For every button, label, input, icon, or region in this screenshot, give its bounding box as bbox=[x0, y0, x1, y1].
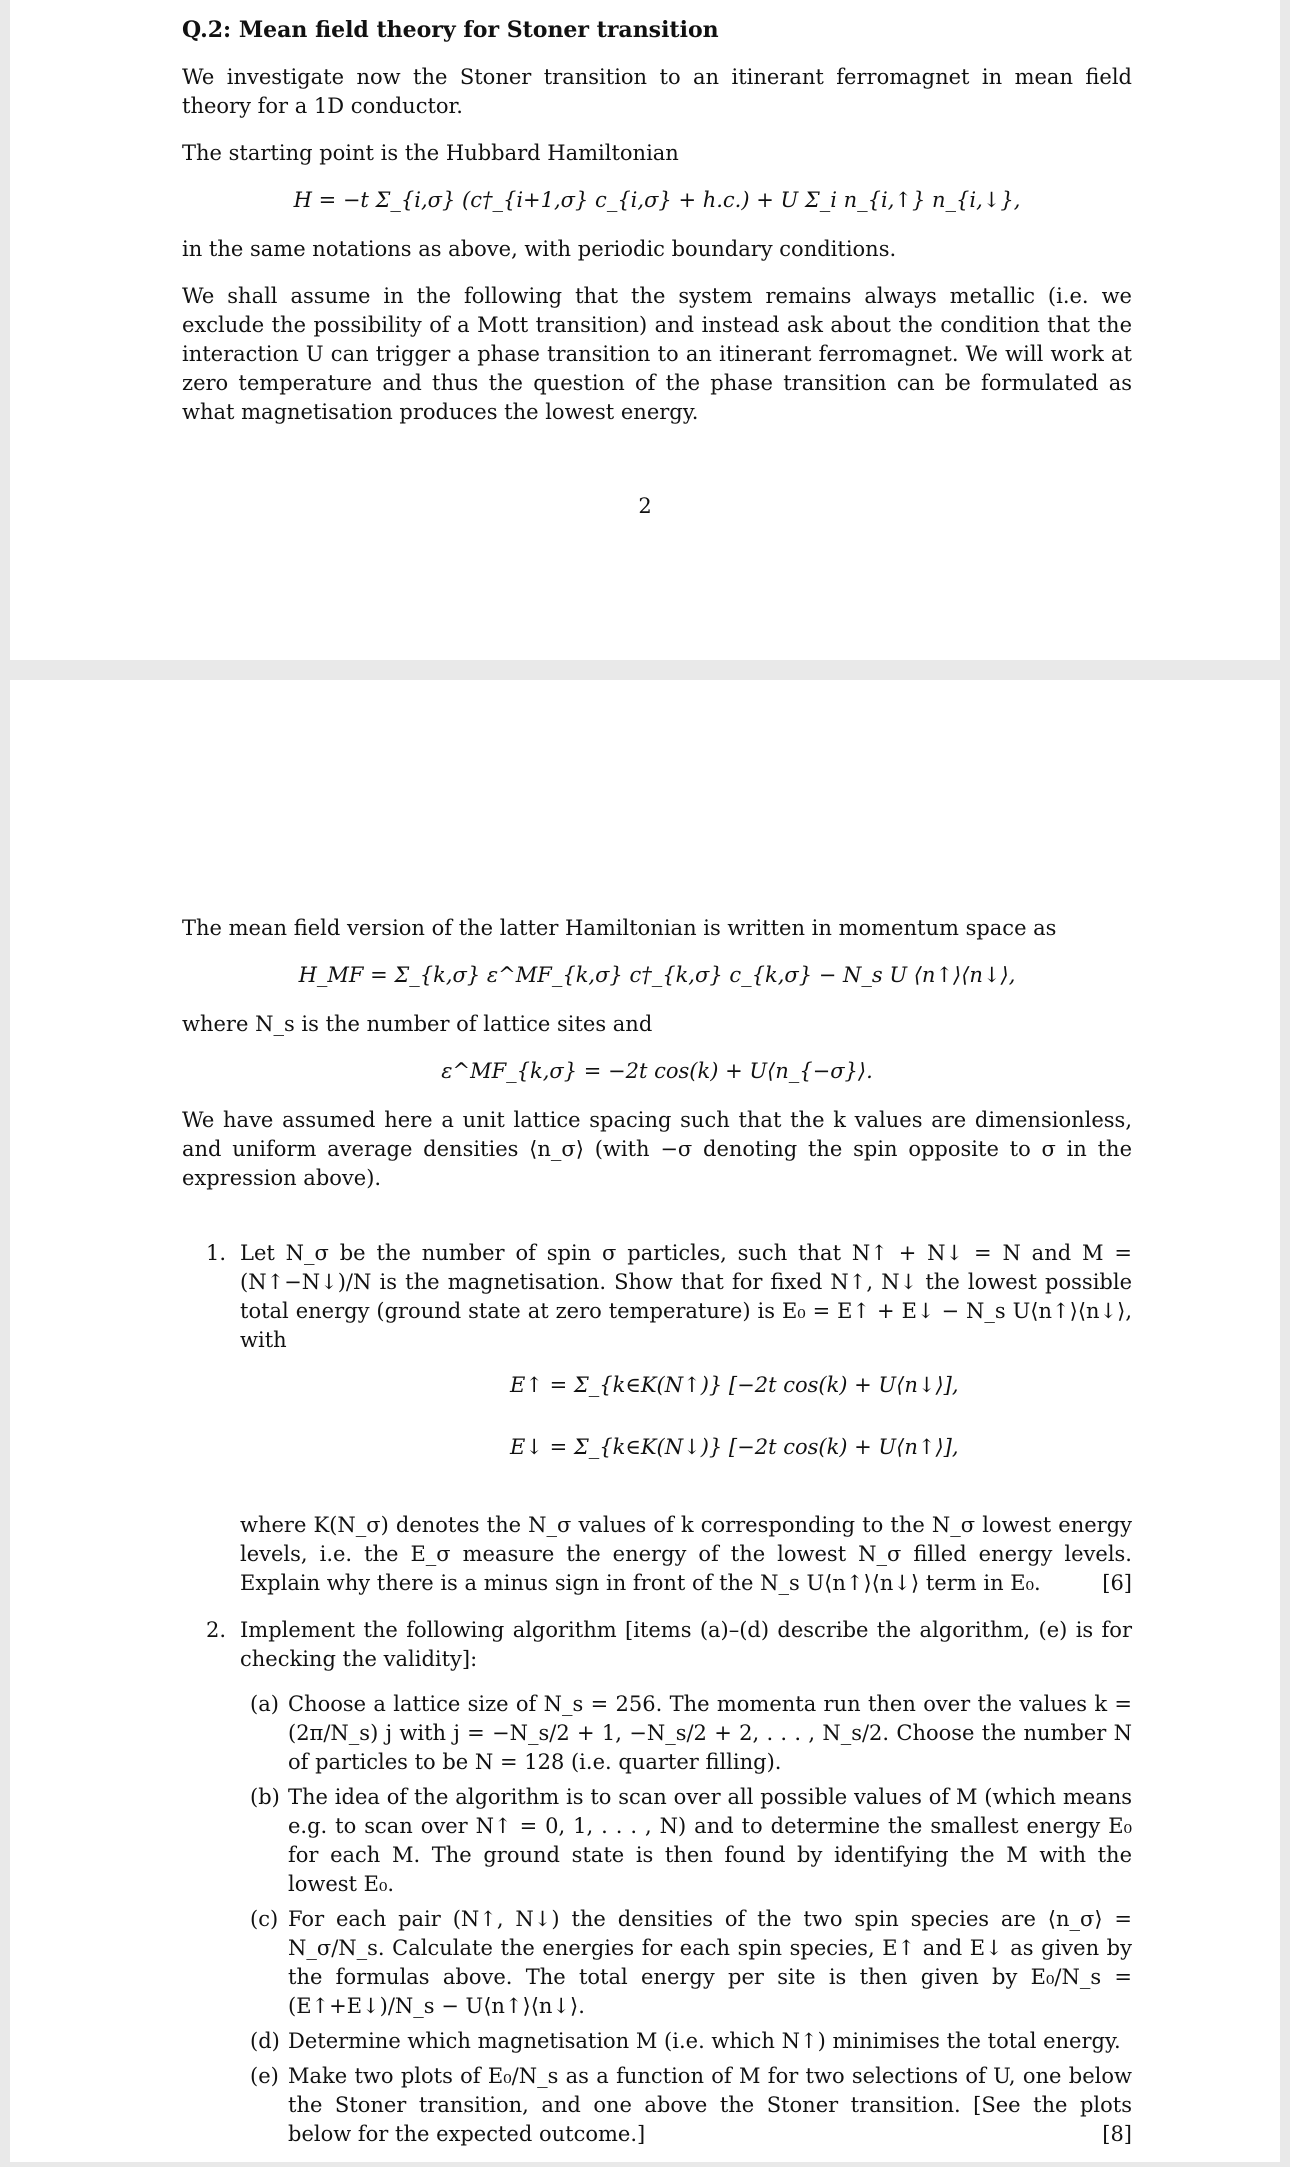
page-number: 2 bbox=[638, 494, 652, 518]
hubbard-hamiltonian-equation: H = −t Σ_{i,σ} (c†_{i+1,σ} c_{i,σ} + h.c.) + U Σ_i n_{i,↑} n_{i,↓}, bbox=[293, 188, 1021, 212]
subitem-d-text: Determine which magnetisation M (i.e. which N↑) minimises the total energy. bbox=[288, 2029, 1121, 2053]
epsilon-mf-equation: ε^MF_{k,σ} = −2t cos(k) + U⟨n_{−σ}⟩. bbox=[441, 1059, 873, 1083]
subitem-e-text: Make two plots of E₀/N_s as a function of M for two selections of U, one below the Stoner transition, and one above the Stoner transition. [See the plots below for the expected outcome.] bbox=[288, 2064, 1132, 2146]
subitem-d-label: (d) bbox=[250, 2029, 280, 2053]
subitem-e bbox=[240, 2062, 1132, 2149]
item-1-number: 1. bbox=[206, 1241, 227, 1265]
subitem-a-label: (a) bbox=[250, 1692, 279, 1716]
subitem-c-text: For each pair (N↑, N↓) the densities of the two spin species are ⟨n_σ⟩ = N_σ/N_s. Calculate the energies for each spin species, E↑ and E↓ as given by the formulas above. The total energy per site is then given by E₀/N_s = (E↑+E↓)/N_s − U⟨n↑⟩⟨n↓⟩. bbox=[288, 1907, 1132, 2018]
page-2 bbox=[10, 680, 1280, 2162]
energy-equations bbox=[510, 1371, 1132, 1495]
question-title: Q.2: Mean field theory for Stoner transition bbox=[182, 17, 719, 43]
mean-field-intro: The mean field version of the latter Hamiltonian is written in momentum space as bbox=[182, 916, 1057, 940]
problem-item-2 bbox=[182, 1616, 1132, 2149]
subitem-b-text: The idea of the algorithm is to scan over all possible values of M (which means e.g. to scan over N↑ = 0, 1, . . . , N) and to determine the smallest energy E₀ for each M. The ground state is then found by identifying the M with the lowest E₀. bbox=[288, 1785, 1132, 1896]
subitem-b-label: (b) bbox=[250, 1785, 280, 1809]
page-1 bbox=[10, 0, 1280, 660]
item-1-marks: [6] bbox=[1102, 1571, 1132, 1595]
subitem-a-text: Choose a lattice size of N_s = 256. The momenta run then over the values k = (2π/N_s) j with j = −N_s/2 + 1, −N_s/2 + 2, . . . , N_s/2. Choose the number N of particles to be N = 128 (i.e. quarter filling). bbox=[288, 1692, 1132, 1774]
item-1-after-text: where K(N_σ) denotes the N_σ values of k corresponding to the N_σ lowest energy levels, i.e. the E_σ measure the energy of the lowest N_σ filled energy levels. Explain why there is a minus sign in front of the N_s U⟨n↑⟩⟨n↓⟩ term in E₀. bbox=[240, 1513, 1132, 1595]
subitem-b bbox=[240, 1783, 1132, 1899]
where-ns-paragraph: where N_s is the number of lattice sites and bbox=[182, 1012, 653, 1036]
mean-field-hamiltonian-equation: H_MF = Σ_{k,σ} ε^MF_{k,σ} c†_{k,σ} c_{k,σ} − N_s U ⟨n↑⟩⟨n↓⟩, bbox=[298, 963, 1016, 987]
subitem-c-label: (c) bbox=[250, 1907, 279, 1931]
problem-item-1 bbox=[182, 1239, 1132, 1598]
subitem-c bbox=[240, 1905, 1132, 2021]
intro-paragraph: We investigate now the Stoner transition to an itinerant ferromagnet in mean field theory for a 1D conductor. bbox=[182, 65, 1132, 118]
e-down-equation: E↓ = Σ_{k∈K(N↓)} [−2t cos(k) + U⟨n↑⟩], bbox=[510, 1435, 959, 1459]
page-2-content bbox=[182, 914, 1132, 2167]
page-1-content bbox=[182, 16, 1132, 445]
subitem-d bbox=[240, 2027, 1132, 2056]
notations-paragraph: in the same notations as above, with periodic boundary conditions. bbox=[182, 237, 897, 261]
item-2-text: Implement the following algorithm [items (a)–(d) describe the algorithm, (e) is for checking the validity]: bbox=[240, 1618, 1132, 1671]
e-up-equation: E↑ = Σ_{k∈K(N↑)} [−2t cos(k) + U⟨n↓⟩], bbox=[510, 1373, 959, 1397]
unit-spacing-paragraph: We have assumed here a unit lattice spacing such that the k values are dimensionless, and uniform average densities ⟨n_σ⟩ (with −σ denoting the spin opposite to σ in the expression above). bbox=[182, 1108, 1132, 1190]
item-1-text: Let N_σ be the number of spin σ particles, such that N↑ + N↓ = N and M = (N↑−N↓)/N is the magnetisation. Show that for fixed N↑, N↓ the lowest possible total energy (ground state at zero temperature) is E₀ = E↑ + E↓ − N_s U⟨n↑⟩⟨n↓⟩, with bbox=[240, 1241, 1132, 1352]
starting-point-paragraph: The starting point is the Hubbard Hamiltonian bbox=[182, 141, 679, 165]
assumption-paragraph: We shall assume in the following that the system remains always metallic (i.e. we exclude the possibility of a Mott transition) and instead ask about the condition that the interaction U can trigger a phase transition to an itinerant ferromagnet. We will work at zero temperature and thus the question of the phase transition can be formulated as what magnetisation produces the lowest energy. bbox=[182, 284, 1132, 424]
item-2-marks: [8] bbox=[1102, 2122, 1132, 2146]
item-2-number: 2. bbox=[206, 1618, 227, 1642]
subitem-e-label: (e) bbox=[250, 2064, 279, 2088]
subitem-a bbox=[240, 1690, 1132, 1777]
